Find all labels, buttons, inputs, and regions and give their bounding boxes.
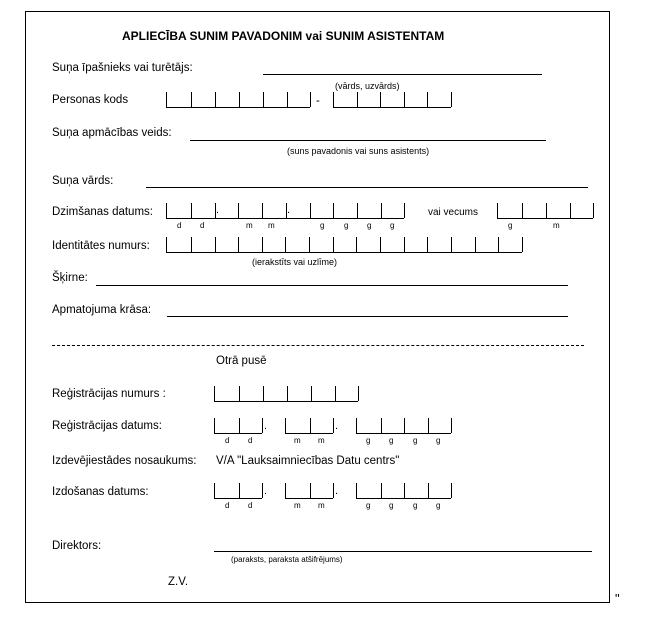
training-line[interactable] [190,140,546,141]
birth-tick-d2: d [200,221,205,230]
issue-date-dot-1: . [264,485,268,497]
birth-tick-m1: m [246,221,253,230]
issue-date-day-boxes[interactable] [214,483,262,499]
issue-tick-m1: m [294,501,301,510]
reg-number-label: Reģistrācijas numurs : [52,388,166,400]
back-heading: Otrā pusē [216,355,267,367]
seal-label: Z.V. [168,576,189,588]
birth-tick-d1: d [177,221,182,230]
issue-tick-d2: d [248,501,253,510]
training-label: Suņa apmācības veids: [52,127,172,139]
id-hint: (ierakstīts vai uzlīme) [252,257,338,267]
age-boxes[interactable] [497,203,593,219]
owner-hint: (vārds, uzvārds) [335,81,400,91]
id-number-boxes[interactable] [166,237,522,253]
reg-tick-m2: m [318,436,325,445]
reg-tick-g1: g [366,436,371,445]
issue-date-dot-2: . [335,485,339,497]
personal-code-boxes-second[interactable] [333,92,451,108]
birth-tick-g4: g [390,221,395,230]
dog-name-line[interactable] [146,187,588,188]
dog-name-label: Suņa vārds: [52,175,114,187]
reg-date-dot-2: . [335,420,339,432]
issue-tick-g2: g [389,501,394,510]
issue-tick-g3: g [413,501,418,510]
reg-date-dot-1: . [264,420,268,432]
birth-date-dot-1: . [216,204,220,216]
birth-tick-g3: g [367,221,372,230]
personal-code-label: Personas kods [52,94,129,106]
birth-date-dot-2: . [287,204,291,216]
birth-tick-m2: m [268,221,275,230]
reg-date-month-boxes[interactable] [285,418,333,434]
issue-date-year-boxes[interactable] [356,483,451,499]
closing-quote: " [615,591,620,606]
coat-label: Apmatojuma krāsa: [52,304,152,316]
reg-tick-m1: m [294,436,301,445]
issue-date-month-boxes[interactable] [285,483,333,499]
issuer-label: Izdevējiestādes nosaukums: [52,455,197,467]
id-number-label: Identitātes numurs: [52,240,150,252]
personal-code-boxes-first[interactable] [166,92,310,108]
reg-tick-d1: d [225,436,230,445]
reg-tick-g2: g [389,436,394,445]
age-tick-g: g [508,221,513,230]
birth-tick-g1: g [320,221,325,230]
issuer-value: V/A "Lauksaimniecības Datu centrs" [216,455,400,467]
age-tick-m: m [553,221,560,230]
reg-date-label: Reģistrācijas datums: [52,420,162,432]
coat-line[interactable] [167,316,568,317]
reg-tick-g3: g [413,436,418,445]
personal-code-separator: - [316,95,320,107]
breed-line[interactable] [96,285,568,286]
birth-date-label: Dzimšanas datums: [52,206,153,218]
birth-date-boxes[interactable] [166,203,404,219]
breed-label: Šķirne: [52,272,88,284]
training-hint: (suns pavadonis vai suns asistents) [287,146,430,156]
owner-line[interactable] [263,74,542,75]
reg-date-year-boxes[interactable] [356,418,451,434]
fold-divider [52,345,584,346]
owner-label: Suņa īpašnieks vai turētājs: [52,62,193,74]
issue-tick-m2: m [318,501,325,510]
director-label: Direktors: [52,540,102,552]
reg-tick-d2: d [248,436,253,445]
reg-date-day-boxes[interactable] [214,418,262,434]
reg-tick-g4: g [436,436,441,445]
issue-tick-g4: g [436,501,441,510]
director-signature-line[interactable] [214,551,592,552]
age-label: vai vecums [428,207,479,218]
birth-tick-g2: g [344,221,349,230]
signature-hint: (paraksts, paraksta atšifrējums) [231,555,343,564]
issue-date-label: Izdošanas datums: [52,486,149,498]
issue-tick-g1: g [366,501,371,510]
issue-tick-d1: d [225,501,230,510]
reg-number-boxes[interactable] [214,386,358,402]
certificate-title: APLIECĪBA SUNIM PAVADONIM vai SUNIM ASISTENTAM [122,29,445,43]
